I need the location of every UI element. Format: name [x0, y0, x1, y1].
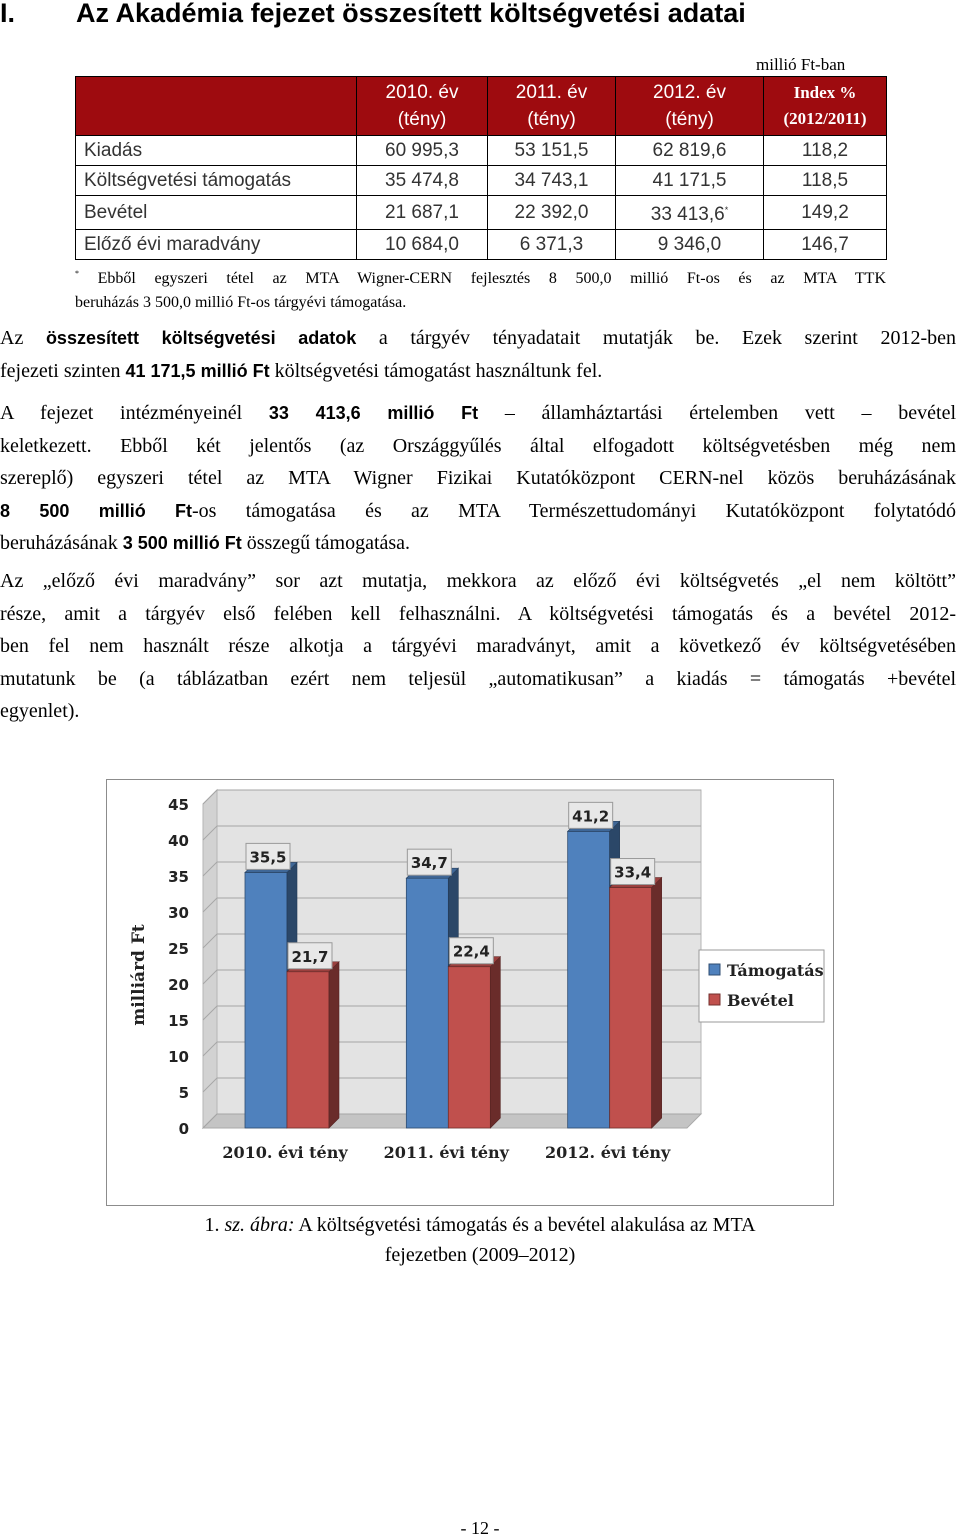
- cell-index: 149,2: [764, 196, 887, 230]
- footnote-marker: *: [724, 205, 729, 215]
- y-tick-label: 45: [168, 796, 189, 814]
- footnote-mark: *: [75, 269, 79, 278]
- legend-swatch: [709, 994, 720, 1005]
- cell-2011: 6 371,3: [488, 230, 616, 260]
- page-number: - 12 -: [460, 1518, 500, 1538]
- y-tick-label: 0: [178, 1120, 189, 1138]
- cell-index: 118,2: [764, 136, 887, 166]
- legend-label: Bevétel: [727, 991, 794, 1010]
- row-label: Költségvetési támogatás: [76, 166, 357, 196]
- bar: [448, 967, 490, 1128]
- y-tick-label: 20: [168, 976, 189, 994]
- cell-2011: 34 743,1: [488, 166, 616, 196]
- cell-2010: 35 474,8: [357, 166, 488, 196]
- cell-2010: 60 995,3: [357, 136, 488, 166]
- row-label: Bevétel: [76, 196, 357, 230]
- y-axis-title: milliárd Ft: [129, 924, 149, 1026]
- header-cell-label: [76, 77, 357, 136]
- bar: [287, 972, 329, 1128]
- data-label: 34,7: [410, 854, 448, 873]
- y-tick-label: 40: [168, 832, 189, 850]
- header-cell-index: Index % (2012/2011): [764, 77, 887, 136]
- cell-index: 118,5: [764, 166, 887, 196]
- cell-2012: 9 346,0: [616, 230, 764, 260]
- header-cell-2012: 2012. év (tény): [616, 77, 764, 136]
- cell-index: 146,7: [764, 230, 887, 260]
- cell-2012: 33 413,6*: [616, 196, 764, 230]
- x-tick-label: 2012. évi tény: [545, 1143, 671, 1162]
- table-row: [76, 230, 887, 260]
- bar: [568, 831, 610, 1128]
- section-title: Az Akadémia fejezet összesített költségvetési adatai: [76, 0, 746, 28]
- paragraph-revenue: A fejezet intézményeinél 33 413,6 millió Ft – államháztartási értelemben vett – bevétel keletkezett. Ebből két jelentős (az Országgyűlés által elfogadott költségvetésben még nem szereplő) egyszeri tétel az MTA Wigner Fizikai Kutatóközpont CERN-nel közös beruházásának 8 500 millió Ft-os támogatása és az MTA Természettudományi Kutatóközpont folytatódó beruházásának 3 500 millió Ft összegű támogatása.: [0, 402, 957, 555]
- x-tick-label: 2010. évi tény: [222, 1143, 348, 1162]
- row-label: Előző évi maradvány: [76, 230, 357, 260]
- cell-2010: 10 684,0: [357, 230, 488, 260]
- cell-2012: 41 171,5: [616, 166, 764, 196]
- x-tick-label: 2011. évi tény: [383, 1143, 509, 1162]
- footnote-line-2: beruházás 3 500,0 millió Ft-os tárgyévi támogatása.: [75, 294, 407, 311]
- legend-label: Támogatás: [727, 961, 824, 980]
- bar: [610, 888, 652, 1128]
- y-tick-label: 15: [168, 1012, 189, 1030]
- cell-2011: 53 151,5: [488, 136, 616, 166]
- legend-swatch: [709, 964, 720, 975]
- bar-side: [652, 878, 662, 1128]
- y-tick-label: 25: [168, 940, 189, 958]
- table-row: [76, 166, 887, 196]
- bar: [406, 878, 448, 1128]
- table-unit-note: millió Ft-ban: [756, 55, 846, 74]
- data-label: 41,2: [572, 807, 610, 826]
- budget-table: [75, 76, 887, 260]
- cell-2012: 62 819,6: [616, 136, 764, 166]
- y-tick-label: 35: [168, 868, 189, 886]
- bar-chart: [106, 779, 834, 1206]
- data-label: 21,7: [291, 947, 329, 966]
- row-label: Kiadás: [76, 136, 357, 166]
- footnote-line-1: Ebből egyszeri tétel az MTA Wigner-CERN fejlesztés 8 500,0 millió Ft-os és az MTA TTK: [97, 270, 887, 287]
- y-tick-label: 30: [168, 904, 189, 922]
- header-cell-2010: 2010. év (tény): [357, 77, 488, 136]
- paragraph-carryover: Az „előző évi maradvány” sor azt mutatja, mekkora az előző évi költségvetés „el nem költött” része, amit a tárgyév első felében kell felhasználni. A költségvetési támogatás és a bevétel 2012- ben fel nem használt része alkotja a tárgyévi maradványt, amit a következő év költségvetésében mutatunk be (a táblázatban ezért nem teljesül „automatikusan” a kiadás = támogatás +bevétel egyenlet).: [0, 570, 956, 723]
- cell-2011: 22 392,0: [488, 196, 616, 230]
- table-row: [76, 136, 887, 166]
- paragraph-summary: Az összesített költségvetési adatok a tárgyév tényadatait mutatják be. Ezek szerint 2012-ben fejezeti szinten 41 171,5 millió Ft költségvetési támogatást használtunk fel.: [0, 327, 957, 382]
- table-row: [76, 196, 887, 230]
- figure-caption: 1. sz. ábra: A költségvetési támogatás és a bevétel alakulása az MTA fejezetben (2009–2012): [204, 1214, 756, 1266]
- y-tick-label: 5: [178, 1084, 189, 1102]
- bar: [245, 872, 287, 1128]
- bar-side: [490, 957, 500, 1128]
- y-tick-label: 10: [168, 1048, 189, 1066]
- table-header-row: [76, 77, 887, 136]
- data-label: 33,4: [614, 863, 652, 882]
- cell-2010: 21 687,1: [357, 196, 488, 230]
- section-heading: [0, 0, 746, 29]
- header-cell-2011: 2011. év (tény): [488, 77, 616, 136]
- data-label: 35,5: [249, 848, 287, 867]
- table-footnote: [75, 262, 886, 315]
- data-label: 22,4: [452, 942, 490, 961]
- chart-side-wall: [203, 790, 217, 1128]
- chart-canvas: [107, 780, 833, 1205]
- section-number: I.: [0, 0, 16, 28]
- bar-side: [329, 962, 339, 1128]
